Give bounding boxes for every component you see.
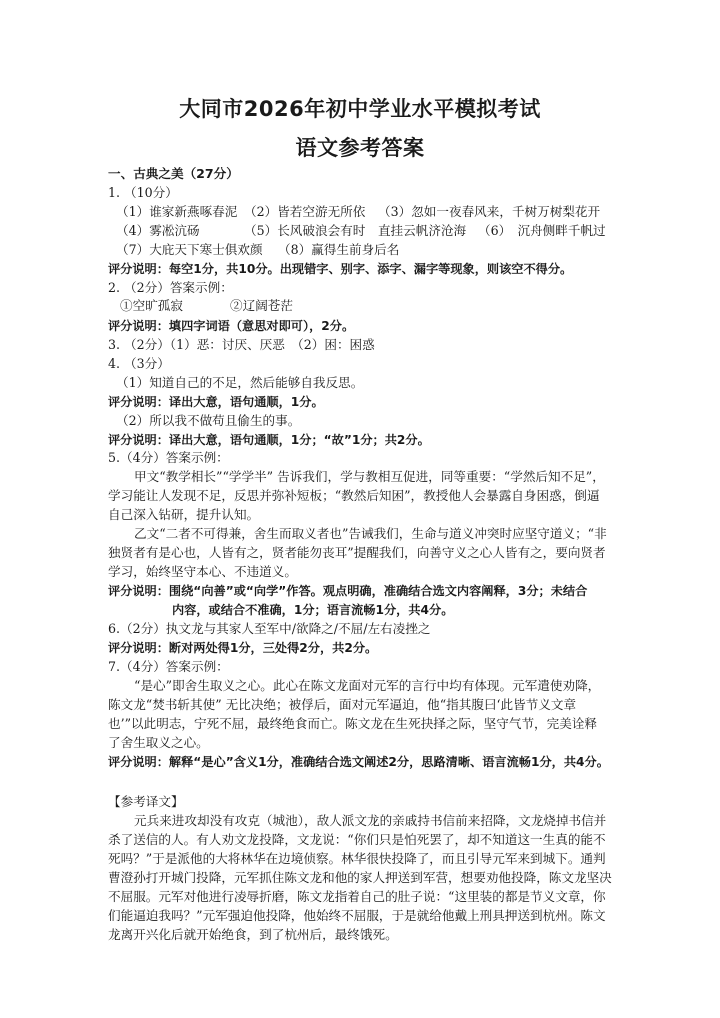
q5-scoring-note-line: 评分说明：围绕“向善”或“向学”作答。观点明确，准确结合选文内容阐释，3分；未结合 xyxy=(108,584,588,598)
section-heading-classical: 一、古典之美（27分） xyxy=(108,166,239,181)
translation-line: 曹澄孙打开城门投降，元军抓住陈文龙和他的家人押送到军营，想要劝他投降，陈文龙坚决 xyxy=(108,870,612,885)
q4-answer-1: （1）知道自己的不足，然后能够自我反思。 xyxy=(116,375,364,390)
q5-para1-line: 学习能让人发现不足，反思并弥补短板；“教然后知困”，教授他人会暴露自身困惑，倒逼 xyxy=(108,488,600,503)
q5-label: 5.（4分）答案示例： xyxy=(108,450,229,465)
q5-para2-line: 学习，始终坚守本心、不违道义。 xyxy=(108,564,297,579)
translation-line: 不屈服。元军对他进行凌辱折磨，陈文龙指着自己的肚子说：“这里装的都是节义文章，你 xyxy=(108,889,606,904)
q5-scoring-note-line: 内容，或结合不准确，1分；语言流畅1分，共4分。 xyxy=(172,603,454,617)
q7-scoring-note: 评分说明：解释“是心”含义1分，准确结合选文阐述2分，思路清晰、语言流畅1分，共4分。 xyxy=(108,755,609,769)
q3-answer: 3. （2分）（1）恶：讨厌、厌恶 （2）困：困惑 xyxy=(108,337,375,352)
q1-answer-8: （8）赢得生前身后名 xyxy=(278,242,400,257)
q2-answer-1: ①空旷孤寂 xyxy=(120,298,183,313)
q4-scoring-note-2: 评分说明：译出大意，语句通顺，1分；“故”1分；共2分。 xyxy=(108,433,430,447)
q1-label: 1. （10分） xyxy=(108,185,178,200)
q7-para-line: 了舍生取义之心。 xyxy=(108,735,209,750)
q2-label: 2. （2分）答案示例： xyxy=(108,280,233,295)
q7-para-line: “是心”即舍生取义之心。此心在陈文龙面对元军的言行中均有体现。元军遣使劝降， xyxy=(134,678,601,693)
q7-label: 7.（4分）答案示例： xyxy=(108,659,229,674)
q1-answer-1: （1）谁家新燕啄春泥 xyxy=(116,204,238,219)
q1-answer-6: （6） 沉舟侧畔千帆过 xyxy=(478,223,606,238)
q5-para1-line: 自己深入钻研，提升认知。 xyxy=(108,507,260,522)
q1-answer-7: （7）大庇天下寒士俱欢颜 xyxy=(116,242,263,257)
q4-answer-2: （2）所以我不做苟且偷生的事。 xyxy=(116,413,301,428)
translation-heading: 【参考译文】 xyxy=(108,794,184,809)
translation-line: 杀了送信的人。有人劝文龙投降，文龙说：“你们只是怕死罢了，却不知道这一生真的能不 xyxy=(108,832,606,847)
answer-subtitle: 语文参考答案 xyxy=(295,136,425,160)
q1-answers-row-2 xyxy=(116,222,606,240)
q7-para-line: 也’”以此明志，宁死不屈，最终绝食而亡。陈文龙在生死抉择之际，坚守气节，完美诠释 xyxy=(108,716,598,731)
translation-line: 元兵来进攻却没有攻克（城池），敌人派文龙的亲戚持书信前来招降，文龙烧掉书信并 xyxy=(134,813,607,828)
q2-scoring-note: 评分说明：填四字词语（意思对即可），2分。 xyxy=(108,319,355,333)
q1-answer-3: （3）忽如一夜春风来，千树万树梨花开 xyxy=(378,204,601,219)
q1-answers-row-3 xyxy=(116,241,516,259)
q4-scoring-note-1: 评分说明：译出大意，语句通顺，1分。 xyxy=(108,395,324,409)
translation-line: 们能逼迫我吗？”元军强迫他投降，他始终不屈服，于是就给他戴上刑具押送到杭州。陈文 xyxy=(108,908,606,923)
q2-answers xyxy=(120,297,360,315)
q1-answer-5: （5）长风破浪会有时 直挂云帆济沧海 xyxy=(244,223,467,238)
q6-answer: 6.（2分）执文龙与其家人至军中/欲降之/不屈/左右凌挫之 xyxy=(108,621,431,636)
q4-label: 4. （3分） xyxy=(108,356,170,371)
q5-para2-line: 乙文“二者不可得兼，舍生而取义者也”告诫我们，生命与道义冲突时应坚守道义；“非 xyxy=(134,526,607,541)
translation-line: 龙离开兴化后就开始绝食，到了杭州后，最终饿死。 xyxy=(108,927,398,942)
q1-answers-row-1 xyxy=(116,203,601,221)
q1-scoring-note: 评分说明：每空1分，共10分。出现错字、别字、添字、漏字等现象，则该空不得分。 xyxy=(108,262,573,276)
q6-scoring-note: 评分说明：断对两处得1分，三处得2分，共2分。 xyxy=(108,641,378,655)
translation-line: 死吗？”于是派他的大将林华在边境侦察。林华很快投降了，而且引导元军来到城下。通判 xyxy=(108,851,606,866)
q2-answer-2: ②辽阔苍茫 xyxy=(230,298,293,313)
q5-para1-line: 甲文“教学相长”“学学半” 告诉我们，学与教相互促进，同等重要：“学然后知不足”， xyxy=(134,469,605,484)
q7-para-line: 陈文龙“焚书斩其使” 无比决绝；被俘后，面对元军逼迫，他“指其腹曰‘此皆节义文章 xyxy=(108,697,577,712)
q5-para2-line: 独贤者有是心也，人皆有之，贤者能勿丧耳”提醒我们，向善守义之心人皆有之，要向贤者 xyxy=(108,545,606,560)
exam-title: 大同市2026年初中学业水平模拟考试 xyxy=(179,97,541,121)
q1-answer-4: （4）雾凇沆砀 xyxy=(116,223,200,238)
q1-answer-2: （2）皆若空游无所依 xyxy=(244,204,366,219)
